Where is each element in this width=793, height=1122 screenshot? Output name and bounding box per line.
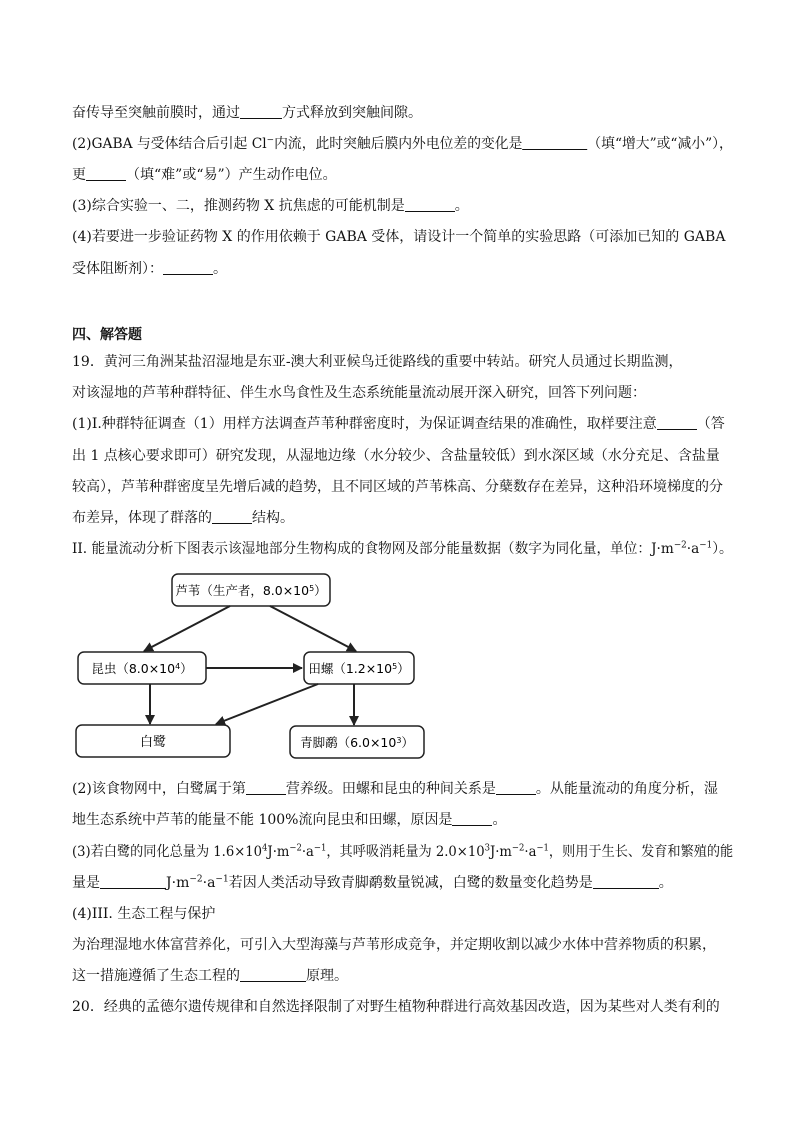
answer-blank[interactable] (452, 811, 492, 826)
text-line-18: (4)III. 生态工程与保护 (72, 906, 216, 922)
answer-blank[interactable] (593, 874, 659, 889)
node-snail-label: 田螺$(1.2\times 10^5)$ (308, 661, 410, 676)
arrow-reed-insect (144, 606, 230, 651)
node-egret-label: 白鹭 (139, 735, 167, 750)
answer-blank[interactable] (405, 197, 455, 212)
text-line-14: (2)该食物网中，白鹭属于第 营养级。田螺和昆虫的种间关系是 。从能量流动的角度分析，湿 (72, 781, 718, 797)
arrow-reed-snail (270, 606, 356, 651)
answer-blank[interactable] (496, 780, 536, 795)
answer-blank[interactable] (163, 260, 213, 275)
text-line-19: 为治理湿地水体富营养化，可引入大型海藻与芦苇形成竞争，并定期收割以减少水体中营养物质的积累， (72, 937, 716, 953)
text-line-20: 这一措施遵循了生态工程的 原理。 (72, 968, 348, 984)
node-insect-label: 昆虫$(8.0\times 10^4)$ (91, 661, 193, 676)
text-line-8: 对该湿地的芦苇种群特征、伴生水鸟食性及生态系统能量流动展开深入研究，回答下列问题： (72, 385, 646, 401)
text-line-21: 20．经典的孟德尔遗传规律和自然选择限制了对野生植物种群进行高效基因改造，因为某些对人类有利的 (72, 999, 720, 1015)
text-line-16: (3)若白鹭的同化总量为 $1.6\times 10^4J\cdot m^{-2}\cdot a^{-1}$，其呼吸消耗量为 $2.0\times 10^3J\cdot m^{-2}\cdot a^{-1}$，则用于生长、发育和繁殖的能 (72, 843, 734, 860)
answer-blank[interactable] (522, 135, 587, 150)
answer-blank[interactable] (100, 874, 166, 889)
answer-blank[interactable] (240, 967, 306, 982)
text-line-12: 布差异，体现了群落的 结构。 (72, 510, 294, 526)
text-line-13: II. 能量流动分析下图表示该湿地部分生物构成的食物网及部分能量数据（数字为同化量，单位：$J\cdot m^{-2}\cdot a^{-1}$）。 (72, 540, 733, 557)
text-line-6: 受体阻断剂）： 。 (72, 261, 227, 277)
node-sandpiper-label: 青脚鹬$(6.0\times 10^3)$ (300, 735, 414, 750)
text-line-11: 较高），芦苇种群密度呈先增后减的趋势，且不同区域的芦苇株高、分蘖数存在差异，这种沿环境梯度的分 (72, 479, 723, 495)
text-line-15: 地生态系统中芦苇的能量不能 100%流向昆虫和田螺，原因是 。 (72, 812, 507, 828)
node-reed-label: 芦苇（生产者，$8.0\times 10^5$） (175, 583, 327, 598)
answer-blank[interactable] (212, 509, 252, 524)
arrow-snail-egret (216, 684, 318, 724)
text-line-17: 量是 $J\cdot m^{-2}\cdot a^{-1}$若因人类活动导致青脚鹬数量锐减，白鹭的数量变化趋势是 。 (72, 874, 673, 891)
text-line-4: (3)综合实验一、二，推测药物 X 抗焦虑的可能机制是 。 (72, 198, 469, 214)
text-line-2: (2)GABA 与受体结合后引起 Cl−内流，此时突触后膜内外电位差的变化是 （填“增大”或“减小”）， (72, 135, 733, 152)
text-line-3: 更 （填“难”或“易”）产生动作电位。 (72, 167, 337, 183)
text-line-10: 出 1 点核心要求即可）研究发现，从湿地边缘（水分较少、含盐量较低）到水深区域（水分充足、含盐量 (72, 448, 720, 464)
answer-blank[interactable] (86, 166, 126, 181)
answer-blank[interactable] (657, 415, 697, 430)
section-heading: 四、解答题 (72, 327, 142, 343)
text-line-5: (4)若要进一步验证药物 X 的作用依赖于 GABA 受体，请设计一个简单的实验思路（可添加已知的 GABA (72, 229, 726, 245)
answer-blank[interactable] (246, 780, 286, 795)
text-line-1: 奋传导至突触前膜时，通过 方式释放到突触间隙。 (72, 105, 422, 121)
food-web-diagram (60, 566, 440, 766)
text-line-9: (1)I.种群特征调查（1）用样方法调查芦苇种群密度时，为保证调查结果的准确性，取样要注意 （答 (72, 416, 725, 432)
answer-blank[interactable] (240, 104, 282, 119)
text-line-7: 19．黄河三角洲某盐沼湿地是东亚-澳大利亚候鸟迁徙路线的重要中转站。研究人员通过长期监测， (72, 354, 683, 370)
